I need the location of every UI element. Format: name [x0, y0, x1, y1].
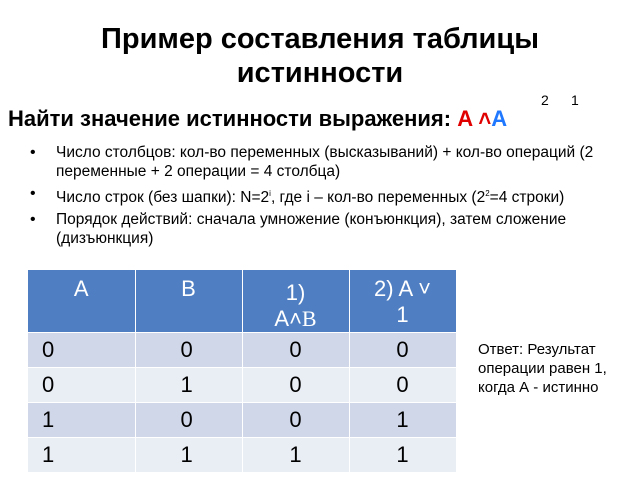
truth-table — [28, 270, 457, 472]
slide-title-line-2: истинности — [236, 57, 404, 89]
table-cell: 1 — [135, 438, 242, 473]
table-cell: 0 — [349, 333, 456, 368]
header-a-label: A — [73, 276, 89, 301]
bullet-superscript: i — [269, 189, 271, 198]
table-row — [28, 403, 456, 438]
bullet-text: Порядок действий: сначала умножение (конъюнкция), затем сложение (дизъюнкция) — [56, 211, 567, 248]
header-a — [28, 270, 135, 333]
table-cell: 0 — [242, 333, 349, 368]
table-cell: 0 — [349, 368, 456, 403]
task-text: Найти значение истинности выражения: — [8, 106, 458, 131]
slide-title-line-1: Пример составления таблицы — [101, 23, 539, 55]
table-cell: 1 — [135, 368, 242, 403]
table-header-row — [28, 270, 456, 333]
header-b — [135, 270, 242, 333]
table-cell: 1 — [349, 403, 456, 438]
task-subtitle — [8, 105, 507, 133]
bullet-icon: • — [30, 211, 36, 229]
bullet-text-mid: , где i – кол-во переменных (2 — [270, 189, 486, 207]
header-conjunction-step: 1) — [285, 280, 306, 305]
header-disjunction-operand: 1 — [396, 302, 409, 327]
answer-note: Ответ: Результат операции равен 1, когда А - истинно — [478, 341, 607, 396]
header-disjunction-step: 2) A ˅ — [374, 276, 431, 301]
superscript-right: 1 — [571, 92, 579, 108]
bullet-text-pre: Число строк (без шапки): N=2 — [56, 189, 270, 207]
table-cell: 1 — [28, 438, 135, 473]
superscript-numbers — [541, 92, 601, 108]
table-cell: 1 — [242, 438, 349, 473]
expression-red: A ˄ — [457, 106, 492, 131]
bullet-text-post: =4 строки) — [489, 189, 565, 207]
table-cell: 0 — [242, 403, 349, 438]
header-conjunction-expr-a: A˄ — [274, 306, 302, 331]
table-cell: 1 — [349, 438, 456, 473]
table-cell: 0 — [28, 333, 135, 368]
list-item — [26, 143, 606, 181]
table-row — [28, 368, 456, 403]
table-row — [28, 333, 456, 368]
table-cell: 0 — [135, 333, 242, 368]
superscript-left: 2 — [541, 92, 549, 108]
table-row — [28, 438, 456, 473]
table-cell: 1 — [28, 403, 135, 438]
header-b-label: B — [181, 276, 196, 301]
header-conjunction — [242, 270, 349, 333]
slide-title — [0, 22, 640, 90]
list-item — [26, 210, 606, 248]
bullet-subscript: 2 — [485, 189, 490, 198]
bullet-icon: • — [30, 144, 36, 161]
list-item — [26, 184, 606, 207]
bullet-text: Число столбцов: кол-во переменных (высказываний) + кол-во операций (2 переменные + 2 операции = 4 столбца) — [56, 144, 594, 180]
bullet-icon: • — [30, 185, 36, 202]
table-cell: 0 — [242, 368, 349, 403]
table-cell: 0 — [135, 403, 242, 438]
expression-blue: A — [491, 106, 508, 131]
rules-list — [26, 143, 606, 251]
table-cell: 0 — [28, 368, 135, 403]
header-conjunction-expr-b: B — [301, 306, 317, 331]
header-disjunction — [349, 270, 456, 333]
header-conjunction-expr — [243, 306, 349, 332]
